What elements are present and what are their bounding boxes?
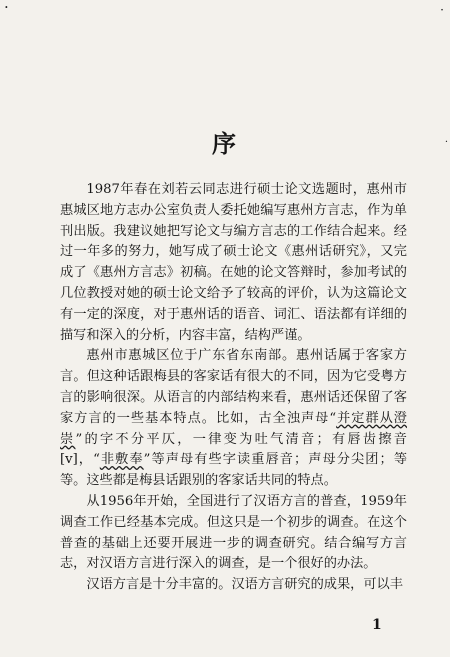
paragraph-2-part-1: 惠州市惠城区位于广东省东南部。惠州话属于客家方言。但这种话跟梅县的客家话有很大的不同，因为它受粤方言的影响很深。从语言的内部结构来看，惠州话还保留了客家方言的一些基本特点。比如，古全浊声母“	[60, 348, 407, 426]
page-title: 序	[212, 129, 238, 158]
wavy-underlined-consonant-list-1: 并定群从澄崇	[60, 410, 407, 447]
scan-mark-right: ·	[444, 137, 448, 148]
paragraph-2-part-2: ”的字不分平仄，一律变为吐气清音；有唇齿擦音[v]，“	[60, 431, 407, 468]
paragraph-2	[60, 346, 407, 492]
preface-body	[60, 180, 407, 596]
paragraph-3: 从1956年开始，全国进行了汉语方言的普查，1959年调查工作已经基本完成。但这只是一个初步的调查。在这个普查的基础上还要开展进一步的调查研究。结合编写方言志，对汉语方言进行深入的调查，是一个很好的办法。	[60, 493, 407, 572]
paragraph-4: 汉语方言是十分丰富的。汉语方言研究的成果，可以丰	[86, 577, 403, 593]
scan-mark-top-right: ·	[440, 3, 444, 17]
wavy-underlined-consonant-list-2: 非敷奉	[99, 452, 144, 468]
page-number: 1	[372, 617, 382, 633]
paragraph-2-part-3: ”等声母有些字读重唇音；声母分尖团；等等。这些都是梅县话跟别的客家话共同的特点。	[60, 452, 408, 489]
scan-mark-top-left: ·	[4, 0, 9, 16]
paragraph-1: 1987年春在刘若云同志进行硕士论文选题时，惠州市惠城区地方志办公室负责人委托她编写惠州方言志，作为单刊出版。我建议她把写论文与编方言志的工作结合起来。经过一年多的努力，她写成了硕士论文《惠州话研究》，又完成了《惠州方言志》初稿。在她的论文答辩时，参加考试的几位教授对她的硕士论文给予了较高的评价，认为这篇论文有一定的深度，对于惠州话的语音、词汇、语法都有详细的描写和深入的分析，内容丰富，结构严谨。	[60, 182, 407, 343]
